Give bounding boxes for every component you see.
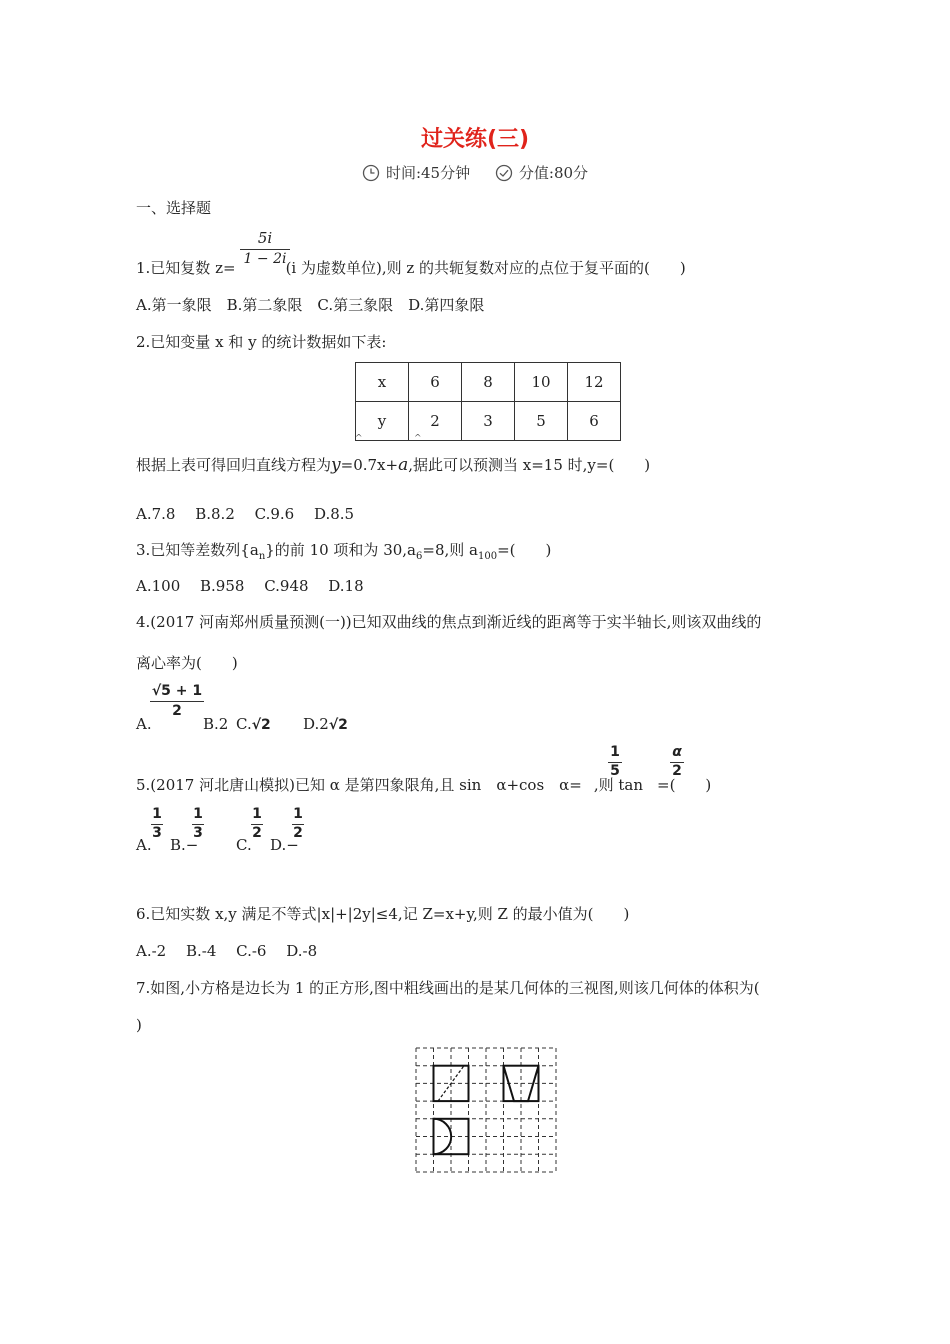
q5-opt-c: C.: [236, 836, 252, 854]
q5-frac1-den: 5: [610, 763, 620, 779]
q5-frac2-den: 2: [672, 763, 682, 779]
q5-opt-d-den: 2: [293, 825, 303, 841]
q3-text-pre: 3.已知等差数列{a: [136, 541, 259, 559]
q5-opt-c-frac: [251, 806, 263, 841]
page-title: 过关练(三): [420, 127, 530, 152]
q3-sub-100: 100: [477, 551, 498, 562]
q4-opt-d: [303, 715, 348, 733]
q3-options: A.100 B.958 C.948 D.18: [136, 577, 364, 595]
hat-mark: ^: [414, 434, 422, 444]
q4-fraction: [150, 683, 204, 719]
q3-text-post: =( ): [497, 541, 552, 559]
exam-meta: [0, 162, 950, 186]
score-label: 分值:80分: [518, 164, 589, 182]
q7-line1: 7.如图,小方格是边长为 1 的正方形,图中粗线画出的是某几何体的三视图,则该几何体的体积为(: [136, 979, 760, 997]
q2-a-hat: a: [398, 455, 409, 475]
q5-text-post: =( ): [657, 776, 712, 794]
table-cell: 10: [515, 363, 568, 402]
q5-opt-d-num: 1: [293, 806, 303, 822]
q1-text-pre: 1.已知复数 z=: [136, 259, 236, 277]
q4-opt-d-label: D.2: [303, 715, 329, 733]
q4-opt-c: [236, 715, 271, 733]
q5-opt-a-frac: [151, 806, 163, 841]
q5-opt-a-num: 1: [152, 806, 162, 822]
q4-opt-d-value: √2: [328, 717, 348, 733]
question-6: 6.已知实数 x,y 满足不等式|x|+|2y|≤4,记 Z=x+y,则 Z 的最小值为( ): [136, 905, 630, 923]
q5-opt-b: B.−: [170, 836, 199, 854]
q1-frac-den: 1 − 2i: [243, 251, 287, 267]
question-5: [136, 774, 711, 795]
check-circle-icon: [495, 164, 513, 182]
q5-opt-c-num: 1: [252, 806, 262, 822]
q5-opt-d: D.−: [270, 836, 299, 854]
q5-opt-d-frac: [292, 806, 304, 841]
q4-opt-c-value: √2: [251, 717, 271, 733]
q3-text-mid2: =8,则 a: [422, 541, 478, 559]
table-cell: y: [356, 402, 409, 441]
table-row-y: [356, 402, 621, 441]
q5-frac1-num: 1: [610, 744, 620, 760]
q5-fraction-2: [670, 744, 684, 779]
q5-opt-c-den: 2: [252, 825, 262, 841]
q7-line2: ): [136, 1016, 142, 1034]
table-cell: 12: [568, 363, 621, 402]
table-cell: 5: [515, 402, 568, 441]
q4-opt-a: A.: [136, 715, 152, 733]
q6-options: A.-2 B.-4 C.-6 D.-8: [136, 942, 318, 960]
q5-text-pre: 5.(2017 河北唐山模拟)已知 α 是第四象限角,且 sin α+cos α=: [136, 776, 582, 794]
q4-line1: 4.(2017 河南郑州质量预测(一))已知双曲线的焦点到渐近线的距离等于实半轴长,则该双曲线的: [136, 613, 762, 631]
question-3: [136, 539, 551, 562]
clock-icon: [362, 164, 380, 182]
q1-frac-num: 5i: [257, 229, 273, 247]
q4-frac-den: 2: [172, 703, 182, 719]
q2-eq-mid: =0.7x+: [340, 456, 399, 474]
table-cell: 8: [462, 363, 515, 402]
three-view-figure: [414, 1046, 560, 1174]
table-row-x: [356, 363, 621, 402]
q5-text-mid: ,则 tan: [593, 776, 644, 794]
q5-opt-b-den: 3: [193, 825, 203, 841]
q3-sub-6: 6: [416, 551, 423, 562]
q2-intro: 2.已知变量 x 和 y 的统计数据如下表:: [136, 333, 387, 351]
q2-regression: [136, 454, 650, 475]
table-cell: 2: [409, 402, 462, 441]
q5-opt-b-frac: [192, 806, 204, 841]
q1-fraction: [240, 229, 290, 267]
table-cell: 3: [462, 402, 515, 441]
table-cell: 6: [409, 363, 462, 402]
q1-text-post: (i 为虚数单位),则 z 的共轭复数对应的点位于复平面的( ): [285, 259, 686, 277]
q2-options: A.7.8 B.8.2 C.9.6 D.8.5: [136, 505, 355, 523]
q2-text-pre: 根据上表可得回归直线方程为: [136, 456, 332, 474]
q5-opt-a-den: 3: [152, 825, 162, 841]
section-heading: 一、选择题: [136, 199, 212, 217]
hat-mark: ^: [355, 434, 363, 444]
time-info: [362, 162, 470, 183]
q1-options: A.第一象限 B.第二象限 C.第三象限 D.第四象限: [136, 296, 485, 314]
q5-opt-a: A.: [136, 836, 152, 854]
table-cell: x: [356, 363, 409, 402]
q5-frac2-num: α: [672, 744, 682, 760]
q4-opt-b: B.2: [203, 715, 229, 733]
q4-line2: 离心率为( ): [136, 654, 238, 672]
table-cell: 6: [568, 402, 621, 441]
q3-sub-n: n: [258, 551, 266, 562]
q2-y-hat: y: [331, 455, 341, 475]
q5-fraction-1: [608, 744, 622, 779]
score-info: [495, 162, 588, 183]
q4-frac-num: √5 + 1: [151, 683, 203, 699]
question-1: [136, 257, 686, 278]
q5-opt-b-num: 1: [193, 806, 203, 822]
stats-table: [355, 362, 621, 441]
q4-opt-c-label: C.: [236, 715, 252, 733]
time-label: 时间:45分钟: [385, 164, 471, 182]
q3-text-mid1: }的前 10 项和为 30,a: [265, 541, 416, 559]
q2-text-post: ,据此可以预测当 x=15 时,y=( ): [408, 456, 651, 474]
